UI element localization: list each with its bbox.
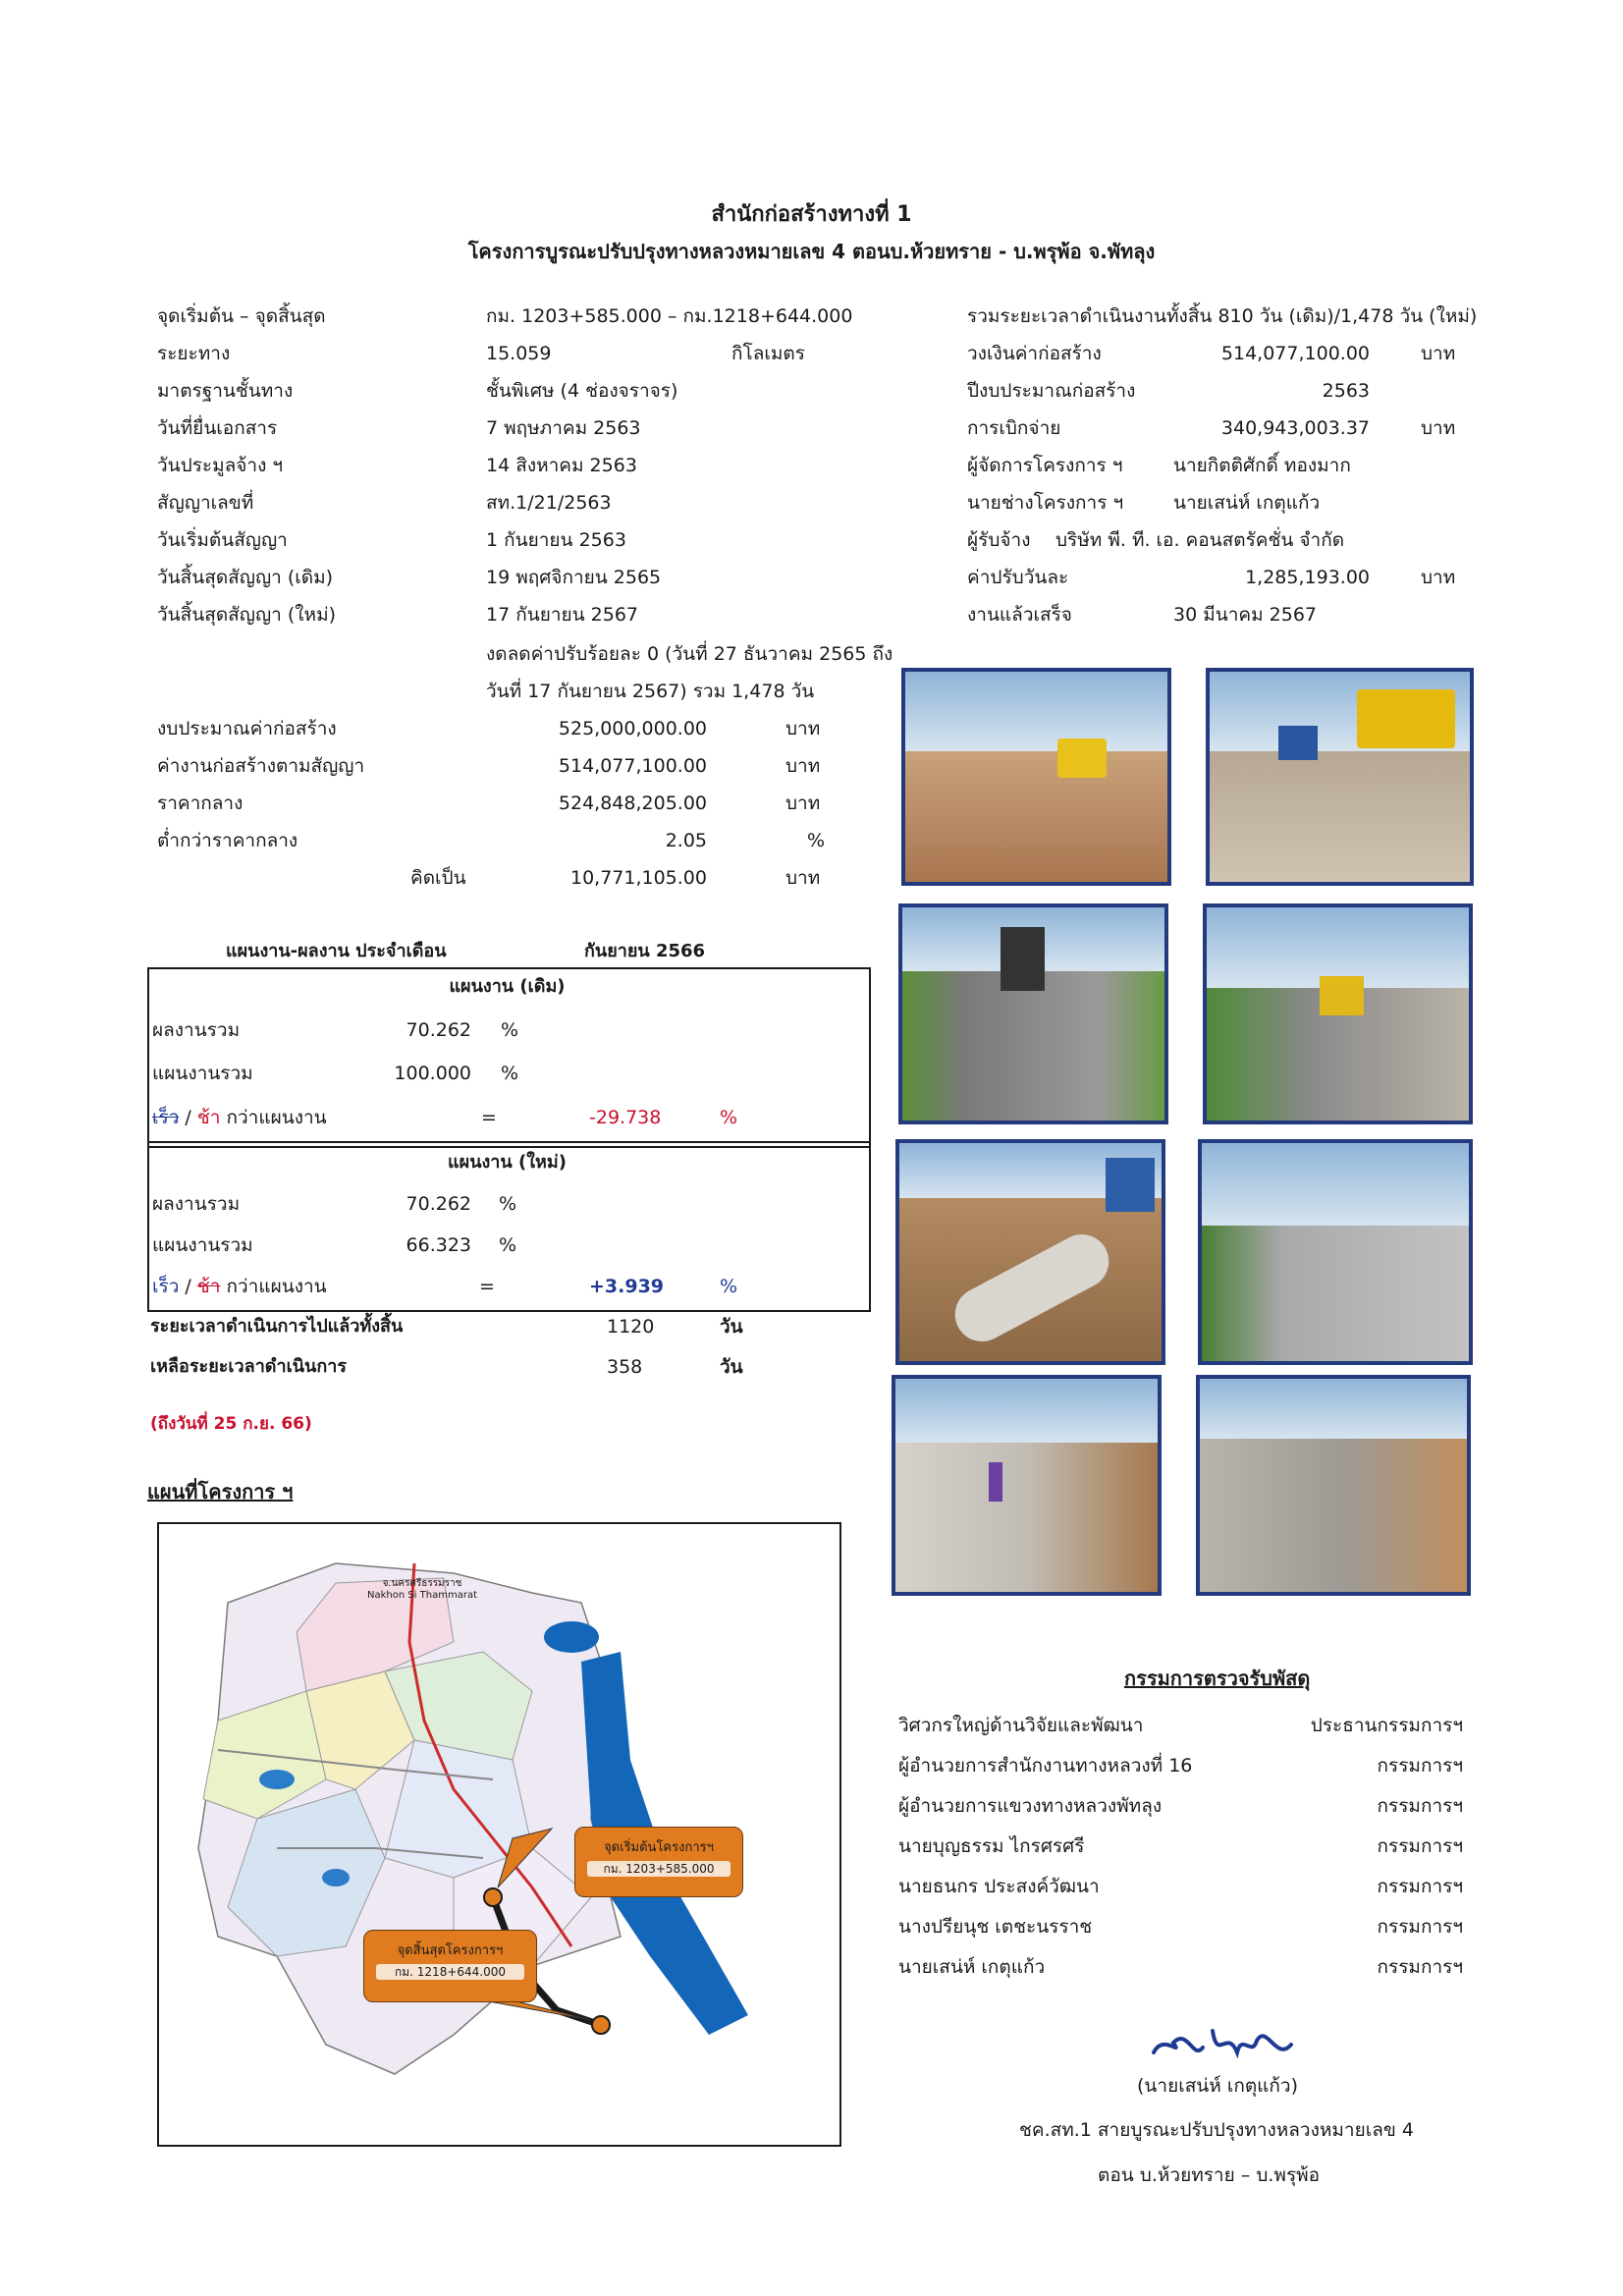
plan-new-heading: แผนงาน (ใหม่) (448, 1152, 567, 1173)
plan-old-compare (152, 1106, 327, 1129)
page-title: สำนักก่อสร้างทางที่ 1 (711, 202, 912, 227)
info-label: วันสิ้นสุดสัญญา (เดิม) (157, 567, 334, 588)
info-value: สท.1/21/2563 (486, 492, 612, 514)
pct-sign: % (501, 1019, 519, 1041)
pct-sign: % (720, 1276, 738, 1297)
construction-photo (895, 1139, 1165, 1365)
plan-new-result: 70.262 (406, 1193, 471, 1215)
pct-sign: % (499, 1193, 517, 1215)
construction-photo (901, 668, 1171, 886)
water-body (259, 1770, 295, 1789)
info-label: ค่าปรับวันละ (967, 567, 1069, 588)
budget-value: 514,077,100.00 (558, 755, 707, 777)
info-value: นายกิตติศักดิ์ ทองมาก (1173, 455, 1351, 476)
plan-new-plan: 66.323 (406, 1234, 471, 1256)
budget-value: 525,000,000.00 (558, 718, 707, 739)
signature-image (1144, 2013, 1311, 2072)
info-unit: บาท (1421, 567, 1456, 588)
pct-sign: % (499, 1234, 517, 1256)
end-callout-km: กม. 1218+644.000 (376, 1964, 524, 1980)
plan-new-diff: +3.939 (589, 1276, 665, 1297)
remain-label: เหลือระยะเวลาดำเนินการ (150, 1356, 348, 1377)
info-label: ปีงบประมาณก่อสร้าง (967, 380, 1136, 402)
fast-label: เร็ว (152, 1107, 180, 1128)
budget-label: คิดเป็น (410, 867, 466, 889)
construction-photo (1203, 903, 1473, 1124)
info-value: 2563 (1322, 380, 1370, 402)
slash: / (185, 1276, 191, 1297)
remain-unit: วัน (720, 1356, 743, 1378)
budget-label: งบประมาณค่าก่อสร้าง (157, 718, 337, 739)
plan-old-plan: 100.000 (394, 1063, 471, 1084)
committee-name: วิศวกรใหญ่ด้านวิจัยและพัฒนา (898, 1715, 1144, 1736)
info-note: งดลดค่าปรับร้อยละ 0 (วันที่ 27 ธันวาคม 2565 ถึง (486, 643, 893, 665)
info-value: 7 พฤษภาคม 2563 (486, 417, 641, 439)
budget-unit: บาท (785, 867, 821, 889)
start-callout-km: กม. 1203+585.000 (587, 1861, 730, 1877)
info-value: 17 กันยายน 2567 (486, 604, 639, 626)
budget-label: ต่ำกว่าราคากลาง (157, 830, 298, 851)
info-note: วันที่ 17 กันยายน 2567) รวม 1,478 วัน (486, 681, 815, 702)
elapsed-value: 1120 (607, 1316, 655, 1338)
fast-label: เร็ว (152, 1276, 180, 1297)
info-value: 30 มีนาคม 2567 (1173, 604, 1318, 626)
plan-new-plan-label: แผนงานรวม (152, 1234, 253, 1256)
plan-old-result: 70.262 (406, 1019, 471, 1041)
pct-sign: % (501, 1063, 519, 1084)
slow-label: ช้า (196, 1276, 221, 1297)
committee-name: นายธนกร ประสงค์วัฒนา (898, 1876, 1100, 1897)
budget-unit: % (807, 830, 826, 851)
info-label: ผู้จัดการโครงการ ฯ (967, 455, 1123, 476)
water-body (322, 1869, 350, 1886)
info-value: 1,285,193.00 (1245, 567, 1370, 588)
budget-value: 2.05 (665, 830, 707, 851)
info-value: 15.059 (486, 343, 552, 364)
plan-old-diff: -29.738 (589, 1107, 662, 1128)
info-label: วันประมูลจ้าง ฯ (157, 455, 284, 476)
committee-title: กรรมการตรวจรับพัสดุ (1124, 1667, 1311, 1690)
info-value: 14 สิงหาคม 2563 (486, 455, 637, 476)
budget-unit: บาท (785, 718, 821, 739)
info-label: ระยะทาง (157, 343, 231, 364)
end-callout-title: จุดสิ้นสุดโครงการฯ (397, 1943, 504, 1958)
signer-name: (นายเสน่ห์ เกตุแก้ว) (1137, 2075, 1299, 2097)
info-value: ชั้นพิเศษ (4 ช่องจราจร) (486, 380, 678, 402)
info-value: กม. 1203+585.000 – กม.1218+644.000 (486, 305, 853, 327)
committee-role: กรรมการฯ (1377, 1795, 1463, 1817)
water-body (544, 1621, 599, 1653)
plan-title: แผนงาน-ผลงาน ประจำเดือน (226, 941, 447, 961)
committee-role: กรรมการฯ (1377, 1876, 1463, 1897)
construction-photo (898, 903, 1168, 1124)
plan-old-plan-label: แผนงานรวม (152, 1063, 253, 1084)
slow-label: ช้า (196, 1107, 221, 1128)
budget-label: ราคากลาง (157, 793, 243, 814)
committee-role: กรรมการฯ (1377, 1916, 1463, 1938)
info-value: 514,077,100.00 (1220, 343, 1370, 364)
info-value: บริษัท พี. ที. เอ. คอนสตรัคชั่น จำกัด (1055, 529, 1345, 551)
info-label: มาตรฐานชั้นทาง (157, 380, 294, 402)
info-label: สัญญาเลขที่ (157, 492, 254, 514)
slash: / (185, 1107, 191, 1128)
budget-value: 524,848,205.00 (558, 793, 707, 814)
committee-name: นายเสน่ห์ เกตุแก้ว (898, 1956, 1046, 1978)
map-city-en: Nakhon Si Thammarat (366, 1590, 478, 1601)
plan-new-result-label: ผลงานรวม (152, 1193, 241, 1215)
pct-sign: % (720, 1107, 738, 1128)
footer-line-2: ตอน บ.ห้วยทราย – บ.พรุพ้อ (1098, 2164, 1321, 2186)
info-value: 19 พฤศจิกายน 2565 (486, 567, 662, 588)
committee-role: กรรมการฯ (1377, 1835, 1463, 1857)
info-unit: บาท (1421, 417, 1456, 439)
plan-old-heading: แผนงาน (เดิม) (449, 976, 566, 997)
end-marker (592, 2016, 610, 2034)
plan-old-result-label: ผลงานรวม (152, 1019, 241, 1041)
info-unit: กิโลเมตร (731, 343, 805, 364)
committee-role: กรรมการฯ (1377, 1755, 1463, 1777)
project-title: โครงการบูรณะปรับปรุงทางหลวงหมายเลข 4 ตอนบ.ห้วยทราย - บ.พรุพ้อ จ.พัทลุง (467, 240, 1156, 263)
info-label: การเบิกจ่าย (967, 417, 1061, 439)
remain-value: 358 (607, 1356, 643, 1378)
committee-role: กรรมการฯ (1377, 1956, 1463, 1978)
footer-line-1: ชค.สท.1 สายบูรณะปรับปรุงทางหลวงหมายเลข 4 (1019, 2119, 1414, 2141)
info-value: นายเสน่ห์ เกตุแก้ว (1173, 492, 1321, 514)
committee-name: นางปรียนุช เตชะนรราช (898, 1916, 1093, 1938)
info-label: วันที่ยื่นเอกสาร (157, 417, 278, 439)
map-city-label (339, 1578, 506, 1602)
construction-photo (1206, 668, 1474, 886)
committee-role: ประธานกรรมการฯ (1310, 1715, 1463, 1736)
map-city-th: จ.นครศรีธรรมราช (382, 1578, 462, 1589)
compare-label: กว่าแผนงาน (226, 1107, 327, 1128)
plan-month: กันยายน 2566 (584, 941, 706, 961)
committee-name: นายบุญธรรม ไกรศรศรี (898, 1835, 1085, 1857)
construction-photo (892, 1375, 1162, 1596)
equals-sign: = (481, 1107, 497, 1128)
start-callout-title: จุดเริ่มต้นโครงการฯ (604, 1840, 714, 1855)
duration-text: รวมระยะเวลาดำเนินงานทั้งสิ้น 810 วัน (เดิม)/1,478 วัน (ใหม่) (967, 305, 1478, 327)
construction-photo (1196, 1375, 1471, 1596)
compare-label: กว่าแผนงาน (226, 1276, 327, 1297)
elapsed-unit: วัน (720, 1316, 743, 1338)
elapsed-label: ระยะเวลาดำเนินการไปแล้วทั้งสิ้น (150, 1316, 404, 1337)
info-label: จุดเริ่มต้น – จุดสิ้นสุด (157, 305, 326, 327)
info-label: นายช่างโครงการ ฯ (967, 492, 1124, 514)
plan-new-compare (152, 1275, 327, 1298)
info-unit: บาท (1421, 343, 1456, 364)
info-value: 340,943,003.37 (1220, 417, 1370, 439)
info-label: วันสิ้นสุดสัญญา (ใหม่) (157, 604, 337, 626)
as-of-date: (ถึงวันที่ 25 ก.ย. 66) (150, 1414, 312, 1434)
budget-unit: บาท (785, 755, 821, 777)
budget-value: 10,771,105.00 (569, 867, 707, 889)
budget-label: ค่างานก่อสร้างตามสัญญา (157, 755, 365, 777)
end-callout (363, 1930, 537, 2002)
start-marker (484, 1888, 502, 1906)
info-label: วันเริ่มต้นสัญญา (157, 529, 288, 551)
committee-name: ผู้อำนวยการแขวงทางหลวงพัทลุง (898, 1795, 1163, 1817)
committee-name: ผู้อำนวยการสำนักงานทางหลวงที่ 16 (898, 1755, 1193, 1777)
budget-unit: บาท (785, 793, 821, 814)
equals-sign: = (479, 1276, 495, 1297)
map-title: แผนที่โครงการ ฯ (147, 1480, 294, 1503)
info-label: ผู้รับจ้าง (967, 529, 1031, 551)
construction-photo (1198, 1139, 1473, 1365)
start-callout (574, 1827, 743, 1897)
info-label: วงเงินค่าก่อสร้าง (967, 343, 1102, 364)
info-value: 1 กันยายน 2563 (486, 529, 626, 551)
info-label: งานแล้วเสร็จ (967, 604, 1072, 626)
